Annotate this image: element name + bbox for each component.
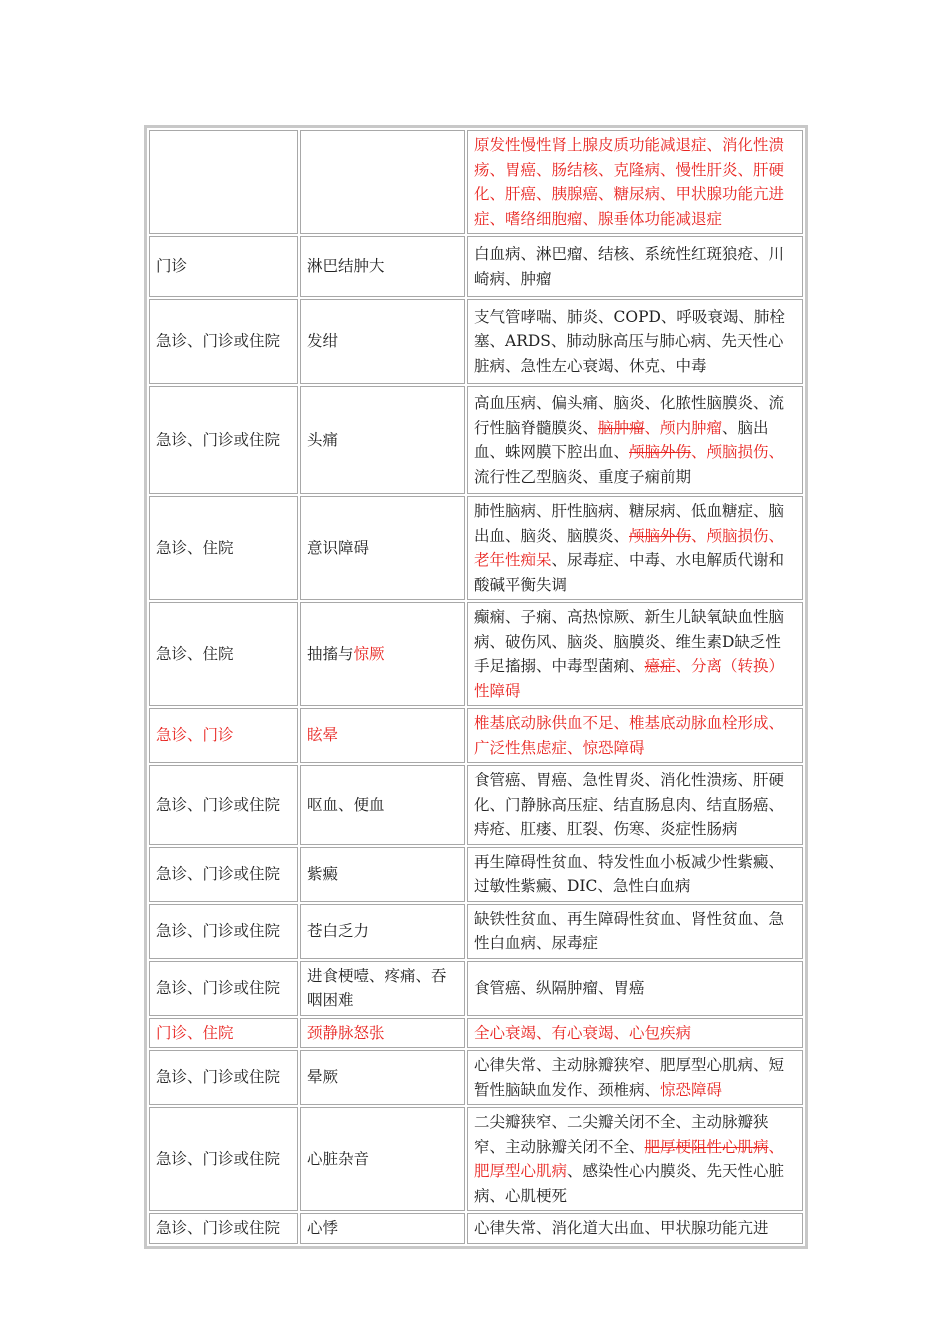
table-row xyxy=(149,765,803,845)
highlighted-text: 颈静脉怒张 xyxy=(307,1023,385,1042)
symptom-cell xyxy=(300,961,465,1016)
cell-text: 心律失常、消化道大出血、甲状腺功能亢进 xyxy=(474,1219,769,1237)
disease-cell xyxy=(467,386,803,494)
symptom-cell xyxy=(300,299,465,384)
highlighted-text: 、颅脑损伤、老年性痴呆 xyxy=(474,526,785,569)
cell-text: 晕厥 xyxy=(307,1068,339,1087)
table-row xyxy=(149,496,803,600)
table-row xyxy=(149,961,803,1016)
highlighted-text: 惊厥 xyxy=(353,644,385,663)
setting-cell xyxy=(149,847,298,902)
highlighted-text: 全心衰竭、有心衰竭、心包疾病 xyxy=(474,1023,692,1042)
highlighted-text: 急诊、门诊 xyxy=(156,726,234,745)
setting-cell xyxy=(149,1050,298,1105)
cell-text: 心脏杂音 xyxy=(307,1149,370,1168)
highlighted-text: 眩晕 xyxy=(307,726,339,745)
setting-cell xyxy=(149,130,298,234)
disease-cell xyxy=(467,602,803,706)
highlighted-text: 、颅脑损伤、 xyxy=(691,443,785,461)
setting-cell xyxy=(149,1213,298,1244)
cell-text: 急诊、住院 xyxy=(156,644,234,663)
disease-cell xyxy=(467,1107,803,1211)
cell-text: 急诊、门诊或住院 xyxy=(156,978,281,997)
cell-text: 二尖瓣狭窄、二尖瓣关闭不全、主动脉瓣狭窄、主动脉瓣关闭不全、 xyxy=(474,1113,769,1156)
disease-cell xyxy=(467,708,803,763)
highlighted-text: 、肥厚型心肌病 xyxy=(474,1137,785,1180)
cell-text: 流行性乙型脑炎、重度子痫前期 xyxy=(474,467,692,486)
symptom-cell xyxy=(300,1107,465,1211)
cell-text: 进食梗噎、疼痛、吞咽困难 xyxy=(307,966,447,1009)
setting-cell xyxy=(149,904,298,959)
cell-text: 头痛 xyxy=(307,430,339,449)
symptom-cell xyxy=(300,1213,465,1244)
cell-text: 急诊、门诊或住院 xyxy=(156,332,281,351)
cell-text: 食管癌、纵隔肿瘤、胃癌 xyxy=(474,978,645,997)
symptom-cell xyxy=(300,130,465,234)
cell-text: 急诊、门诊或住院 xyxy=(156,795,281,814)
highlighted-text: 、分离（转换）性障碍 xyxy=(474,657,785,700)
highlighted-text: 原发性慢性肾上腺皮质功能减退症、消化性溃疡、胃癌、肠结核、克隆病、慢性肝炎、肝硬化、肝癌、胰腺癌、糖尿病、甲状腺功能亢进症、嗜络细胞瘤、腺垂体功能减退症 xyxy=(474,136,785,228)
struck-text: 颅脑外伤 xyxy=(629,526,692,545)
setting-cell xyxy=(149,386,298,494)
table-row xyxy=(149,1050,803,1105)
symptom-cell xyxy=(300,904,465,959)
highlighted-text: 门诊、住院 xyxy=(156,1023,234,1042)
cell-text: 意识障碍 xyxy=(307,538,370,557)
cell-text: 再生障碍性贫血、特发性血小板减少性紫癜、过敏性紫癜、DIC、急性白血病 xyxy=(474,852,785,895)
cell-text: 、脑出血、蛛网膜下腔出血、 xyxy=(474,418,769,461)
table-row xyxy=(149,1213,803,1244)
struck-text: 颅脑外伤 xyxy=(629,443,692,461)
cell-text: 急诊、门诊或住院 xyxy=(156,1219,281,1237)
table-row xyxy=(149,847,803,902)
cell-text: 肺性脑病、肝性脑病、糖尿病、低血糖症、脑出血、脑炎、脑膜炎、 xyxy=(474,502,785,545)
document-table xyxy=(144,125,808,1249)
table-row xyxy=(149,1018,803,1049)
table-row xyxy=(149,299,803,384)
cell-text: 急诊、门诊或住院 xyxy=(156,430,281,449)
table-row xyxy=(149,602,803,706)
table-body xyxy=(149,130,803,1244)
table-row xyxy=(149,130,803,234)
disease-cell xyxy=(467,236,803,297)
table-row xyxy=(149,236,803,297)
struck-text: 肥厚梗阻性心肌病 xyxy=(644,1137,769,1156)
disease-cell xyxy=(467,765,803,845)
symptom-cell xyxy=(300,1018,465,1049)
cell-text: 急诊、门诊或住院 xyxy=(156,1149,281,1168)
disease-cell xyxy=(467,847,803,902)
disease-cell xyxy=(467,130,803,234)
cell-text: 癫痫、子痫、高热惊厥、新生儿缺氧缺血性脑病、破伤风、脑炎、脑膜炎、维生素D缺乏性手足搐搦、中毒型菌痢、 xyxy=(474,608,785,675)
symptom-cell xyxy=(300,1050,465,1105)
cell-text: 白血病、淋巴瘤、结核、系统性红斑狼疮、川崎病、肿瘤 xyxy=(474,245,785,288)
table-row xyxy=(149,904,803,959)
symptom-cell xyxy=(300,765,465,845)
table-row xyxy=(149,708,803,763)
cell-text: 、感染性心内膜炎、先天性心脏病、心肌梗死 xyxy=(474,1162,785,1205)
setting-cell xyxy=(149,1018,298,1049)
symptom-cell xyxy=(300,236,465,297)
disease-cell xyxy=(467,961,803,1016)
struck-text: 癔症 xyxy=(644,657,676,675)
disease-cell xyxy=(467,904,803,959)
symptom-cell xyxy=(300,602,465,706)
symptom-cell xyxy=(300,847,465,902)
setting-cell xyxy=(149,961,298,1016)
symptom-cell xyxy=(300,708,465,763)
cell-text: 急诊、住院 xyxy=(156,538,234,557)
cell-text: 急诊、门诊或住院 xyxy=(156,1068,281,1087)
cell-text: 紫癜 xyxy=(307,864,339,883)
symptom-cell xyxy=(300,496,465,600)
table-row xyxy=(149,1107,803,1211)
setting-cell xyxy=(149,708,298,763)
cell-text: 心悸 xyxy=(307,1219,339,1237)
cell-text: 淋巴结肿大 xyxy=(307,257,385,276)
setting-cell xyxy=(149,765,298,845)
cell-text: 急诊、门诊或住院 xyxy=(156,921,281,940)
disease-cell xyxy=(467,496,803,600)
table-row xyxy=(149,386,803,494)
disease-cell xyxy=(467,299,803,384)
highlighted-text: 、颅内肿瘤 xyxy=(644,418,723,437)
cell-text: 苍白乏力 xyxy=(307,921,370,940)
cell-text: 发绀 xyxy=(307,332,339,351)
highlighted-text: 椎基底动脉供血不足、椎基底动脉血栓形成、广泛性焦虑症、惊恐障碍 xyxy=(474,714,785,757)
symptom-cell xyxy=(300,386,465,494)
struck-text: 脑肿瘤 xyxy=(598,418,645,437)
cell-text: 急诊、门诊或住院 xyxy=(156,864,281,883)
setting-cell xyxy=(149,299,298,384)
disease-cell xyxy=(467,1213,803,1244)
setting-cell xyxy=(149,602,298,706)
cell-text: 心律失常、主动脉瓣狭窄、肥厚型心肌病、短暂性脑缺血发作、颈椎病、 xyxy=(474,1056,785,1099)
setting-cell xyxy=(149,236,298,297)
cell-text: 缺铁性贫血、再生障碍性贫血、肾性贫血、急性白血病、尿毒症 xyxy=(474,909,785,952)
setting-cell xyxy=(149,1107,298,1211)
cell-text: 、尿毒症、中毒、水电解质代谢和酸碱平衡失调 xyxy=(474,551,785,594)
cell-text: 抽搐与 xyxy=(307,644,354,663)
cell-text: 支气管哮喘、肺炎、COPD、呼吸衰竭、肺栓塞、ARDS、肺动脉高压与肺心病、先天性心脏病、急性左心衰竭、休克、中毒 xyxy=(474,307,785,375)
setting-cell xyxy=(149,496,298,600)
cell-text: 呕血、便血 xyxy=(307,795,385,814)
highlighted-text: 惊恐障碍 xyxy=(660,1080,723,1099)
disease-cell xyxy=(467,1050,803,1105)
cell-text: 高血压病、偏头痛、脑炎、化脓性脑膜炎、流行性脑脊髓膜炎、 xyxy=(474,394,785,437)
disease-cell xyxy=(467,1018,803,1049)
cell-text: 食管癌、胃癌、急性胃炎、消化性溃疡、肝硬化、门静脉高压症、结直肠息肉、结直肠癌、痔疮、肛瘘、肛裂、伤寒、炎症性肠病 xyxy=(474,771,785,838)
cell-text: 门诊 xyxy=(156,257,188,276)
